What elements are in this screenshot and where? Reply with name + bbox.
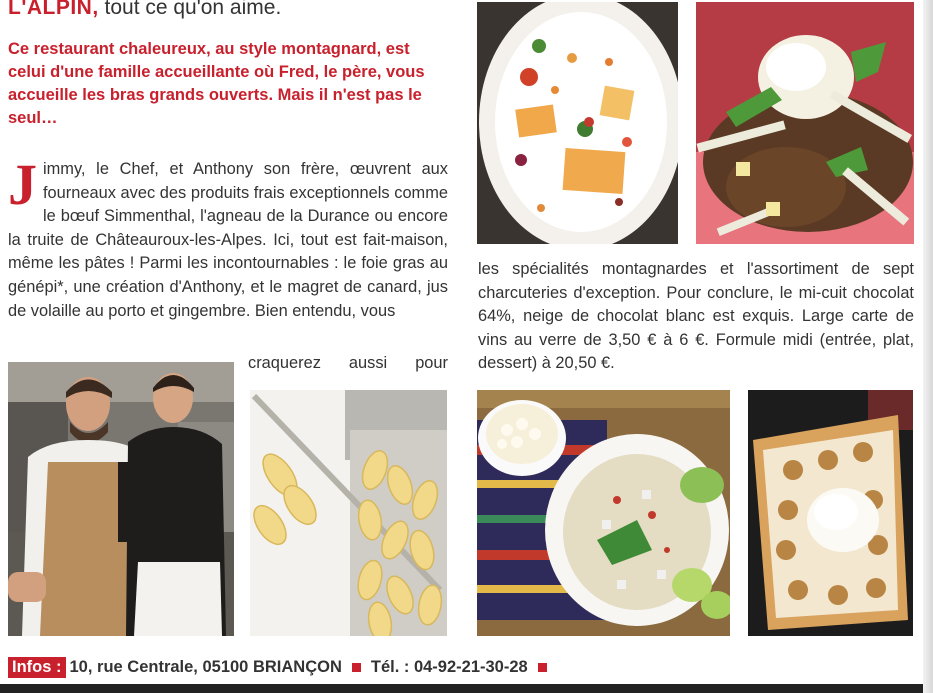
meringue-tart-photo (748, 390, 913, 636)
separator-square-icon (352, 663, 361, 672)
body-text-left (8, 152, 448, 323)
body-text-left-tail: craquerez aussi pour (248, 354, 448, 372)
phone-text: Tél. : 04-92-21-30-28 (370, 657, 528, 676)
body-text-right: les spécialités montagnardes et l'assortiment de sept charcuteries d'exception. Pour conclure, le mi-cuit chocolat 64%, neige de chocolat blanc est exquis. Large carte de vins au verre de 3,50 € à 6 €. Formule midi (entrée, plat, dessert) à 20,50 €. (478, 260, 914, 373)
restaurant-name: L'ALPIN, (8, 0, 99, 19)
intro-paragraph: Ce restaurant chaleureux, au style montagnard, est celui d'une famille accueillante où Fred, le père, vous accueille les bras grands ouverts. Mais il n'est pas le seul… (8, 40, 425, 127)
crumble-ice-cream-photo (696, 2, 914, 244)
article-title (8, 0, 281, 20)
ceviche-bowl-photo (477, 390, 730, 636)
end-square-icon (538, 663, 547, 672)
body-left-main: immy, le Chef, et Anthony son frère, œuvrent aux fourneaux avec des produits frais exceptionnels comme le bœuf Simmenthal, l'agneau de la Durance ou encore la truite de Châteauroux-les-Alpes. Ici, tout est fait-maison, même les pâtes ! Parmi les incontournables : le foie gras au génépi*, une création d'Anthony, et le magret de canard, jus de volaille au porto et gingembre. Bien entendu, vous (8, 160, 448, 320)
bottom-edge-bar (0, 684, 933, 693)
page-edge-shadow (923, 0, 933, 693)
info-badge: Infos : (8, 657, 66, 678)
info-footer (8, 656, 557, 678)
chefs-brothers-photo (8, 362, 234, 636)
drop-cap: J (8, 152, 37, 217)
fresh-pasta-photo (250, 390, 447, 636)
address-text: 10, rue Centrale, 05100 BRIANÇON (69, 657, 342, 676)
title-tagline: tout ce qu'on aime. (104, 0, 282, 19)
foie-gras-plate-photo (477, 2, 678, 244)
